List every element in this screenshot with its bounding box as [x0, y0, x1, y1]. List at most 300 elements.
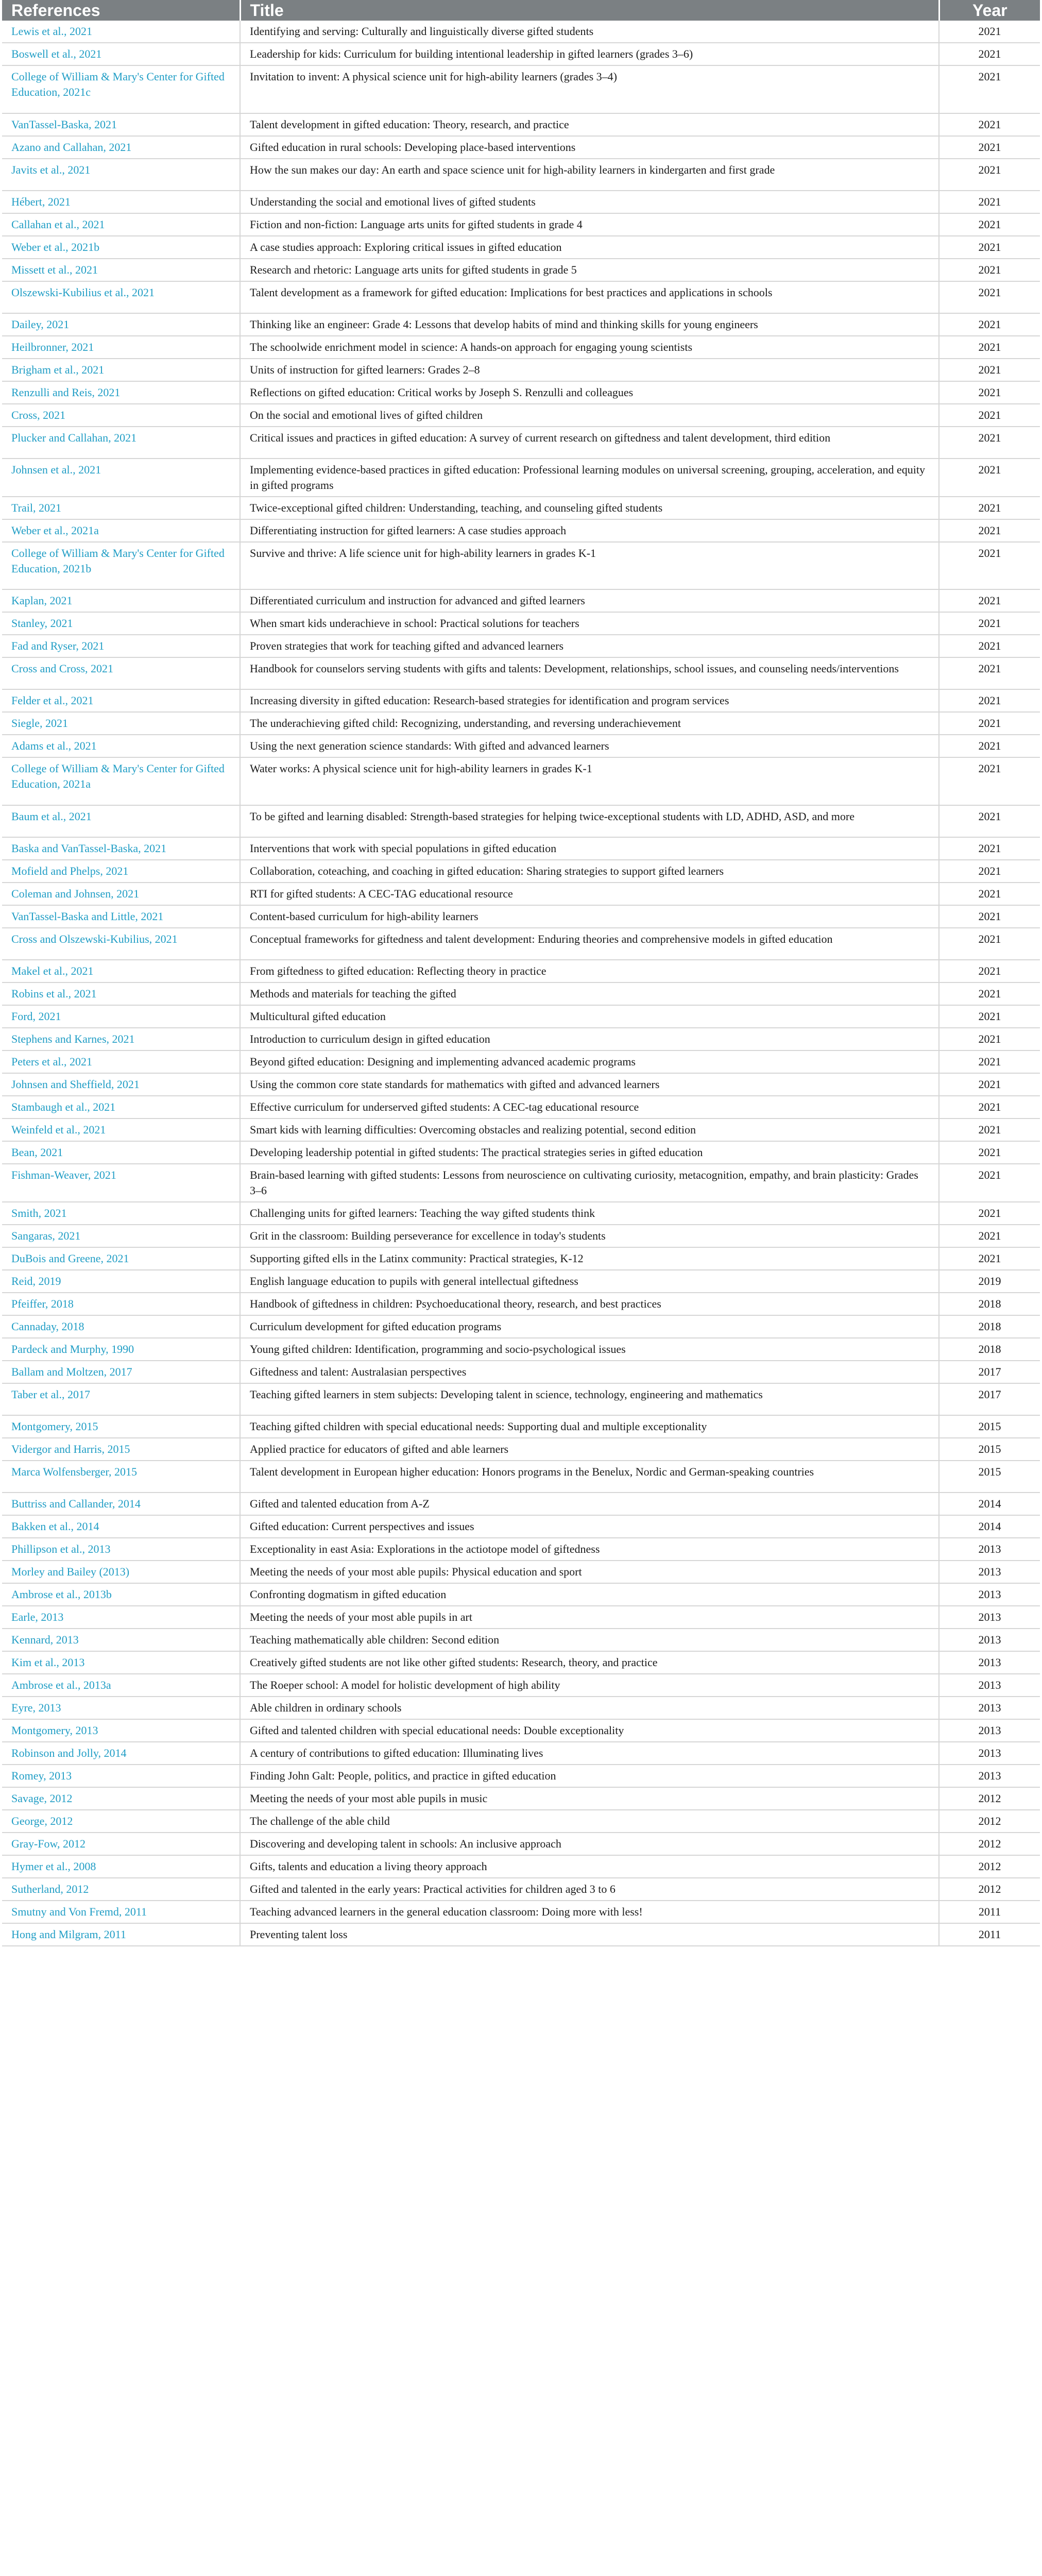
table-row — [2, 612, 1040, 635]
reference-link[interactable]: Weber et al., 2021b — [2, 236, 240, 259]
reference-link[interactable]: Ballam and Moltzen, 2017 — [2, 1361, 240, 1383]
table-row — [2, 1293, 1040, 1315]
title-cell: When smart kids underachieve in school: Practical solutions for teachers — [240, 612, 939, 635]
table-row — [2, 1073, 1040, 1096]
reference-link[interactable]: Stanley, 2021 — [2, 612, 240, 635]
reference-link[interactable]: Smith, 2021 — [2, 1202, 240, 1225]
reference-link[interactable]: George, 2012 — [2, 1810, 240, 1833]
year-cell: 2021 — [939, 136, 1040, 159]
title-cell: Smart kids with learning difficulties: Overcoming obstacles and realizing potential, second edition — [240, 1118, 939, 1141]
year-cell: 2013 — [939, 1742, 1040, 1765]
reference-link[interactable]: Ambrose et al., 2013a — [2, 1674, 240, 1697]
title-cell: Confronting dogmatism in gifted education — [240, 1583, 939, 1606]
year-cell: 2021 — [939, 259, 1040, 281]
title-cell: Implementing evidence-based practices in gifted education: Professional learning modules on universal screening, grouping, acceleration, and equity in gifted programs — [240, 459, 939, 497]
year-cell: 2013 — [939, 1561, 1040, 1583]
year-cell: 2011 — [939, 1901, 1040, 1923]
reference-link[interactable]: Bean, 2021 — [2, 1141, 240, 1164]
year-cell: 2012 — [939, 1878, 1040, 1901]
reference-link[interactable]: Montgomery, 2013 — [2, 1719, 240, 1742]
title-cell: Meeting the needs of your most able pupils in art — [240, 1606, 939, 1629]
table-row — [2, 497, 1040, 519]
title-cell: Finding John Galt: People, politics, and practice in gifted education — [240, 1765, 939, 1787]
table-row — [2, 381, 1040, 404]
reference-link[interactable]: Gray-Fow, 2012 — [2, 1833, 240, 1855]
table-row — [2, 712, 1040, 735]
reference-link[interactable]: Azano and Callahan, 2021 — [2, 136, 240, 159]
reference-link[interactable]: Kennard, 2013 — [2, 1629, 240, 1651]
year-cell: 2013 — [939, 1629, 1040, 1651]
year-cell: 2021 — [939, 883, 1040, 905]
reference-link[interactable]: VanTassel-Baska and Little, 2021 — [2, 905, 240, 928]
year-cell: 2013 — [939, 1583, 1040, 1606]
title-cell: Teaching gifted learners in stem subjects: Developing talent in science, technology, engineering and mathematics — [240, 1383, 939, 1415]
reference-link[interactable]: Coleman and Johnsen, 2021 — [2, 883, 240, 905]
year-cell: 2021 — [939, 427, 1040, 459]
title-cell: Conceptual frameworks for giftedness and talent development: Enduring theories and comprehensive models in gifted education — [240, 928, 939, 960]
year-cell: 2015 — [939, 1438, 1040, 1461]
table-row — [2, 1765, 1040, 1787]
reference-link[interactable]: Missett et al., 2021 — [2, 259, 240, 281]
table-row — [2, 657, 1040, 689]
year-cell: 2013 — [939, 1651, 1040, 1674]
reference-link[interactable]: Morley and Bailey (2013) — [2, 1561, 240, 1583]
year-cell: 2021 — [939, 1050, 1040, 1073]
year-cell: 2018 — [939, 1315, 1040, 1338]
table-row — [2, 1028, 1040, 1050]
reference-link[interactable]: Weber et al., 2021a — [2, 519, 240, 542]
year-cell: 2021 — [939, 281, 1040, 313]
title-cell: Differentiating instruction for gifted learners: A case studies approach — [240, 519, 939, 542]
table-row — [2, 1833, 1040, 1855]
title-cell: Using the common core state standards for mathematics with gifted and advanced learners — [240, 1073, 939, 1096]
year-cell: 2021 — [939, 1073, 1040, 1096]
table-row — [2, 1338, 1040, 1361]
table-row — [2, 1270, 1040, 1293]
year-cell: 2021 — [939, 860, 1040, 883]
reference-link[interactable]: Phillipson et al., 2013 — [2, 1538, 240, 1561]
table-row — [2, 1202, 1040, 1225]
title-cell: English language education to pupils with general intellectual giftedness — [240, 1270, 939, 1293]
title-cell: Handbook for counselors serving students with gifts and talents: Development, relationships, school issues, and counseling needs/interventions — [240, 657, 939, 689]
reference-link[interactable]: DuBois and Greene, 2021 — [2, 1247, 240, 1270]
table-row — [2, 960, 1040, 982]
table-row — [2, 689, 1040, 712]
reference-link[interactable]: Cross and Olszewski-Kubilius, 2021 — [2, 928, 240, 960]
year-cell: 2011 — [939, 1923, 1040, 1946]
year-cell: 2018 — [939, 1293, 1040, 1315]
reference-link[interactable]: Savage, 2012 — [2, 1787, 240, 1810]
table-row — [2, 928, 1040, 960]
title-cell: From giftedness to gifted education: Reflecting theory in practice — [240, 960, 939, 982]
table-row — [2, 1515, 1040, 1538]
reference-link[interactable]: Hymer et al., 2008 — [2, 1855, 240, 1878]
title-cell: Proven strategies that work for teaching gifted and advanced learners — [240, 635, 939, 657]
reference-link[interactable]: Pfeiffer, 2018 — [2, 1293, 240, 1315]
title-cell: Effective curriculum for underserved gifted students: A CEC-tag educational resource — [240, 1096, 939, 1118]
year-cell: 2021 — [939, 336, 1040, 359]
reference-link[interactable]: Kim et al., 2013 — [2, 1651, 240, 1674]
table-row — [2, 313, 1040, 336]
reference-link[interactable]: Bakken et al., 2014 — [2, 1515, 240, 1538]
title-cell: Talent development in European higher education: Honors programs in the Benelux, Nordic and German-speaking countries — [240, 1461, 939, 1493]
table-row — [2, 359, 1040, 381]
year-cell: 2021 — [939, 1202, 1040, 1225]
reference-link[interactable]: Stephens and Karnes, 2021 — [2, 1028, 240, 1050]
table-row — [2, 1855, 1040, 1878]
table-row — [2, 43, 1040, 65]
year-column-header: Year — [939, 0, 1040, 21]
year-cell: 2012 — [939, 1833, 1040, 1855]
reference-link[interactable]: Trail, 2021 — [2, 497, 240, 519]
title-cell: Using the next generation science standards: With gifted and advanced learners — [240, 735, 939, 757]
title-cell: Twice-exceptional gifted children: Understanding, teaching, and counseling gifted students — [240, 497, 939, 519]
reference-link[interactable]: Fishman-Weaver, 2021 — [2, 1164, 240, 1202]
year-cell: 2018 — [939, 1338, 1040, 1361]
reference-link[interactable]: College of William & Mary's Center for Gifted Education, 2021c — [2, 65, 240, 113]
year-cell: 2021 — [939, 404, 1040, 427]
table-row — [2, 281, 1040, 313]
reference-link[interactable]: Mofield and Phelps, 2021 — [2, 860, 240, 883]
reference-link[interactable]: Ambrose et al., 2013b — [2, 1583, 240, 1606]
reference-link[interactable]: Cannaday, 2018 — [2, 1315, 240, 1338]
title-cell: Gifted and talented children with special educational needs: Double exceptionality — [240, 1719, 939, 1742]
year-cell: 2021 — [939, 519, 1040, 542]
title-cell: Applied practice for educators of gifted and able learners — [240, 1438, 939, 1461]
year-cell: 2021 — [939, 1225, 1040, 1247]
table-row — [2, 191, 1040, 213]
table-row — [2, 1923, 1040, 1946]
table-row — [2, 1005, 1040, 1028]
year-cell: 2015 — [939, 1415, 1040, 1438]
title-cell: Teaching advanced learners in the general education classroom: Doing more with less! — [240, 1901, 939, 1923]
reference-link[interactable]: Adams et al., 2021 — [2, 735, 240, 757]
table-row — [2, 1629, 1040, 1651]
title-cell: Gifted education: Current perspectives and issues — [240, 1515, 939, 1538]
title-cell: Meeting the needs of your most able pupils in music — [240, 1787, 939, 1810]
table-row — [2, 404, 1040, 427]
title-cell: Understanding the social and emotional lives of gifted students — [240, 191, 939, 213]
year-cell: 2021 — [939, 497, 1040, 519]
year-cell: 2012 — [939, 1855, 1040, 1878]
title-cell: Research and rhetoric: Language arts units for gifted students in grade 5 — [240, 259, 939, 281]
title-cell: Identifying and serving: Culturally and linguistically diverse gifted students — [240, 21, 939, 43]
table-row — [2, 1493, 1040, 1515]
table-row — [2, 542, 1040, 590]
reference-link[interactable]: Johnsen and Sheffield, 2021 — [2, 1073, 240, 1096]
year-cell: 2013 — [939, 1674, 1040, 1697]
table-row — [2, 1561, 1040, 1583]
year-cell: 2021 — [939, 236, 1040, 259]
year-cell: 2017 — [939, 1361, 1040, 1383]
reference-link[interactable]: Javits et al., 2021 — [2, 159, 240, 191]
year-cell: 2017 — [939, 1383, 1040, 1415]
year-cell: 2021 — [939, 359, 1040, 381]
title-cell: Leadership for kids: Curriculum for building intentional leadership in gifted learners (grades 3–6) — [240, 43, 939, 65]
table-row — [2, 1361, 1040, 1383]
table-row — [2, 1810, 1040, 1833]
title-cell: Thinking like an engineer: Grade 4: Lessons that develop habits of mind and thinking skills for young engineers — [240, 313, 939, 336]
year-cell: 2021 — [939, 805, 1040, 837]
title-cell: Able children in ordinary schools — [240, 1697, 939, 1719]
title-cell: Curriculum development for gifted education programs — [240, 1315, 939, 1338]
table-row — [2, 1461, 1040, 1493]
table-row — [2, 1606, 1040, 1629]
year-cell: 2021 — [939, 928, 1040, 960]
title-cell: To be gifted and learning disabled: Strength-based strategies for helping twice-exceptional students with LD, ADHD, ASD, and more — [240, 805, 939, 837]
reference-link[interactable]: Fad and Ryser, 2021 — [2, 635, 240, 657]
table-row — [2, 805, 1040, 837]
year-cell: 2021 — [939, 982, 1040, 1005]
table-row — [2, 113, 1040, 136]
table-row — [2, 1225, 1040, 1247]
title-cell: Teaching mathematically able children: Second edition — [240, 1629, 939, 1651]
reference-link[interactable]: Ford, 2021 — [2, 1005, 240, 1028]
table-row — [2, 1719, 1040, 1742]
table-row — [2, 1118, 1040, 1141]
reference-link[interactable]: Baum et al., 2021 — [2, 805, 240, 837]
table-row — [2, 136, 1040, 159]
title-cell: Content-based curriculum for high-ability learners — [240, 905, 939, 928]
table-row — [2, 21, 1040, 43]
reference-link[interactable]: Robins et al., 2021 — [2, 982, 240, 1005]
table-row — [2, 982, 1040, 1005]
title-cell: How the sun makes our day: An earth and space science unit for high-ability learners in kindergarten and first grade — [240, 159, 939, 191]
title-cell: Challenging units for gifted learners: Teaching the way gifted students think — [240, 1202, 939, 1225]
title-cell: Invitation to invent: A physical science unit for high-ability learners (grades 3–4) — [240, 65, 939, 113]
reference-link[interactable]: College of William & Mary's Center for Gifted Education, 2021a — [2, 757, 240, 805]
title-cell: Giftedness and talent: Australasian perspectives — [240, 1361, 939, 1383]
year-cell: 2019 — [939, 1270, 1040, 1293]
title-cell: RTI for gifted students: A CEC-TAG educational resource — [240, 883, 939, 905]
table-row — [2, 1878, 1040, 1901]
year-cell: 2021 — [939, 689, 1040, 712]
table-row — [2, 336, 1040, 359]
reference-link[interactable]: Marca Wolfensberger, 2015 — [2, 1461, 240, 1493]
year-cell: 2021 — [939, 65, 1040, 113]
reference-link[interactable]: Siegle, 2021 — [2, 712, 240, 735]
year-cell: 2014 — [939, 1493, 1040, 1515]
reference-link[interactable]: Boswell et al., 2021 — [2, 43, 240, 65]
year-cell: 2021 — [939, 113, 1040, 136]
title-cell: Talent development in gifted education: Theory, research, and practice — [240, 113, 939, 136]
table-row — [2, 236, 1040, 259]
table-row — [2, 905, 1040, 928]
table-row — [2, 1383, 1040, 1415]
table-row — [2, 1583, 1040, 1606]
table-row — [2, 1164, 1040, 1202]
references-table — [2, 0, 1040, 1946]
title-cell: A case studies approach: Exploring critical issues in gifted education — [240, 236, 939, 259]
table-row — [2, 883, 1040, 905]
year-cell: 2021 — [939, 1096, 1040, 1118]
title-cell: Exceptionality in east Asia: Explorations in the actiotope model of giftedness — [240, 1538, 939, 1561]
year-cell: 2021 — [939, 735, 1040, 757]
year-cell: 2021 — [939, 960, 1040, 982]
title-cell: Handbook of giftedness in children: Psychoeducational theory, research, and best practices — [240, 1293, 939, 1315]
reference-link[interactable]: Baska and VanTassel-Baska, 2021 — [2, 837, 240, 860]
reference-link[interactable]: Callahan et al., 2021 — [2, 213, 240, 236]
year-cell: 2021 — [939, 635, 1040, 657]
reference-link[interactable]: Plucker and Callahan, 2021 — [2, 427, 240, 459]
reference-link[interactable]: Stambaugh et al., 2021 — [2, 1096, 240, 1118]
reference-link[interactable]: VanTassel-Baska, 2021 — [2, 113, 240, 136]
reference-link[interactable]: Johnsen et al., 2021 — [2, 459, 240, 497]
year-cell: 2021 — [939, 657, 1040, 689]
table-row — [2, 837, 1040, 860]
table-row — [2, 635, 1040, 657]
reference-link[interactable]: Dailey, 2021 — [2, 313, 240, 336]
year-cell: 2021 — [939, 757, 1040, 805]
year-cell: 2021 — [939, 459, 1040, 497]
year-cell: 2021 — [939, 191, 1040, 213]
year-cell: 2021 — [939, 1005, 1040, 1028]
reference-link[interactable]: Smutny and Von Fremd, 2011 — [2, 1901, 240, 1923]
title-cell: The schoolwide enrichment model in science: A hands-on approach for engaging young scientists — [240, 336, 939, 359]
title-cell: Young gifted children: Identification, programming and socio-psychological issues — [240, 1338, 939, 1361]
year-cell: 2021 — [939, 1141, 1040, 1164]
title-cell: Critical issues and practices in gifted education: A survey of current research on giftedness and talent development, third edition — [240, 427, 939, 459]
title-cell: Discovering and developing talent in schools: An inclusive approach — [240, 1833, 939, 1855]
title-cell: Gifted education in rural schools: Developing place-based interventions — [240, 136, 939, 159]
table-row — [2, 589, 1040, 612]
table-row — [2, 1415, 1040, 1438]
year-cell: 2012 — [939, 1787, 1040, 1810]
title-cell: Gifted and talented education from A-Z — [240, 1493, 939, 1515]
table-row — [2, 159, 1040, 191]
year-cell: 2013 — [939, 1697, 1040, 1719]
title-cell: Introduction to curriculum design in gifted education — [240, 1028, 939, 1050]
reference-link[interactable]: College of William & Mary's Center for Gifted Education, 2021b — [2, 542, 240, 590]
reference-link[interactable]: Sutherland, 2012 — [2, 1878, 240, 1901]
year-cell: 2014 — [939, 1515, 1040, 1538]
reference-link[interactable]: Earle, 2013 — [2, 1606, 240, 1629]
title-cell: The Roeper school: A model for holistic development of high ability — [240, 1674, 939, 1697]
title-cell: Multicultural gifted education — [240, 1005, 939, 1028]
table-row — [2, 1050, 1040, 1073]
table-row — [2, 757, 1040, 805]
year-cell: 2012 — [939, 1810, 1040, 1833]
table-row — [2, 1787, 1040, 1810]
reference-link[interactable]: Hong and Milgram, 2011 — [2, 1923, 240, 1946]
title-cell: Creatively gifted students are not like other gifted students: Research, theory, and practice — [240, 1651, 939, 1674]
title-cell: Beyond gifted education: Designing and implementing advanced academic programs — [240, 1050, 939, 1073]
year-cell: 2021 — [939, 21, 1040, 43]
table-row — [2, 459, 1040, 497]
year-cell: 2021 — [939, 1028, 1040, 1050]
year-cell: 2021 — [939, 1118, 1040, 1141]
year-cell: 2013 — [939, 1719, 1040, 1742]
table-row — [2, 1096, 1040, 1118]
table-row — [2, 735, 1040, 757]
table-row — [2, 860, 1040, 883]
reference-link[interactable]: Sangaras, 2021 — [2, 1225, 240, 1247]
title-cell: The underachieving gifted child: Recognizing, understanding, and reversing underachievement — [240, 712, 939, 735]
reference-link[interactable]: Montgomery, 2015 — [2, 1415, 240, 1438]
table-row — [2, 65, 1040, 113]
reference-link[interactable]: Eyre, 2013 — [2, 1697, 240, 1719]
title-cell: Grit in the classroom: Building perseverance for excellence in today's students — [240, 1225, 939, 1247]
reference-link[interactable]: Olszewski-Kubilius et al., 2021 — [2, 281, 240, 313]
reference-link[interactable]: Hébert, 2021 — [2, 191, 240, 213]
year-cell: 2021 — [939, 159, 1040, 191]
table-row — [2, 1538, 1040, 1561]
title-column-header: Title — [240, 0, 939, 21]
table-row — [2, 1315, 1040, 1338]
table-row — [2, 1438, 1040, 1461]
table-row — [2, 1674, 1040, 1697]
year-cell: 2021 — [939, 712, 1040, 735]
title-cell: Collaboration, coteaching, and coaching in gifted education: Sharing strategies to support gifted learners — [240, 860, 939, 883]
reference-link[interactable]: Buttriss and Callander, 2014 — [2, 1493, 240, 1515]
table-row — [2, 1901, 1040, 1923]
reference-link[interactable]: Lewis et al., 2021 — [2, 21, 240, 43]
title-cell: Units of instruction for gifted learners: Grades 2–8 — [240, 359, 939, 381]
year-cell: 2021 — [939, 313, 1040, 336]
table-row — [2, 1141, 1040, 1164]
title-cell: The challenge of the able child — [240, 1810, 939, 1833]
title-cell: Gifts, talents and education a living theory approach — [240, 1855, 939, 1878]
reference-link[interactable]: Cross, 2021 — [2, 404, 240, 427]
reference-link[interactable]: Taber et al., 2017 — [2, 1383, 240, 1415]
year-cell: 2015 — [939, 1461, 1040, 1493]
year-cell: 2021 — [939, 905, 1040, 928]
year-cell: 2021 — [939, 542, 1040, 590]
year-cell: 2021 — [939, 837, 1040, 860]
references-column-header: References — [2, 0, 240, 21]
title-cell: Meeting the needs of your most able pupils: Physical education and sport — [240, 1561, 939, 1583]
reference-link[interactable]: Robinson and Jolly, 2014 — [2, 1742, 240, 1765]
table-row — [2, 213, 1040, 236]
table-row — [2, 1651, 1040, 1674]
reference-link[interactable]: Reid, 2019 — [2, 1270, 240, 1293]
year-cell: 2021 — [939, 43, 1040, 65]
title-cell: Developing leadership potential in gifted students: The practical strategies series in gifted education — [240, 1141, 939, 1164]
year-cell: 2013 — [939, 1538, 1040, 1561]
table-body — [2, 21, 1040, 1946]
reference-link[interactable]: Heilbronner, 2021 — [2, 336, 240, 359]
reference-link[interactable]: Felder et al., 2021 — [2, 689, 240, 712]
reference-link[interactable]: Renzulli and Reis, 2021 — [2, 381, 240, 404]
reference-link[interactable]: Kaplan, 2021 — [2, 589, 240, 612]
reference-link[interactable]: Weinfeld et al., 2021 — [2, 1118, 240, 1141]
title-cell: Supporting gifted ells in the Latinx community: Practical strategies, K-12 — [240, 1247, 939, 1270]
title-cell: Increasing diversity in gifted education: Research-based strategies for identification and program services — [240, 689, 939, 712]
year-cell: 2021 — [939, 1247, 1040, 1270]
year-cell: 2013 — [939, 1765, 1040, 1787]
title-cell: Survive and thrive: A life science unit for high-ability learners in grades K-1 — [240, 542, 939, 590]
year-cell: 2021 — [939, 589, 1040, 612]
reference-link[interactable]: Makel et al., 2021 — [2, 960, 240, 982]
year-cell: 2021 — [939, 1164, 1040, 1202]
year-cell: 2021 — [939, 213, 1040, 236]
year-cell: 2021 — [939, 381, 1040, 404]
title-cell: Preventing talent loss — [240, 1923, 939, 1946]
reference-link[interactable]: Brigham et al., 2021 — [2, 359, 240, 381]
reference-link[interactable]: Cross and Cross, 2021 — [2, 657, 240, 689]
reference-link[interactable]: Pardeck and Murphy, 1990 — [2, 1338, 240, 1361]
table-row — [2, 259, 1040, 281]
table-row — [2, 427, 1040, 459]
reference-link[interactable]: Peters et al., 2021 — [2, 1050, 240, 1073]
title-cell: Reflections on gifted education: Critical works by Joseph S. Renzulli and colleagues — [240, 381, 939, 404]
title-cell: Water works: A physical science unit for high-ability learners in grades K-1 — [240, 757, 939, 805]
reference-link[interactable]: Vidergor and Harris, 2015 — [2, 1438, 240, 1461]
table-row — [2, 1742, 1040, 1765]
reference-link[interactable]: Romey, 2013 — [2, 1765, 240, 1787]
table-row — [2, 519, 1040, 542]
title-cell: Talent development as a framework for gifted education: Implications for best practices and applications in schools — [240, 281, 939, 313]
